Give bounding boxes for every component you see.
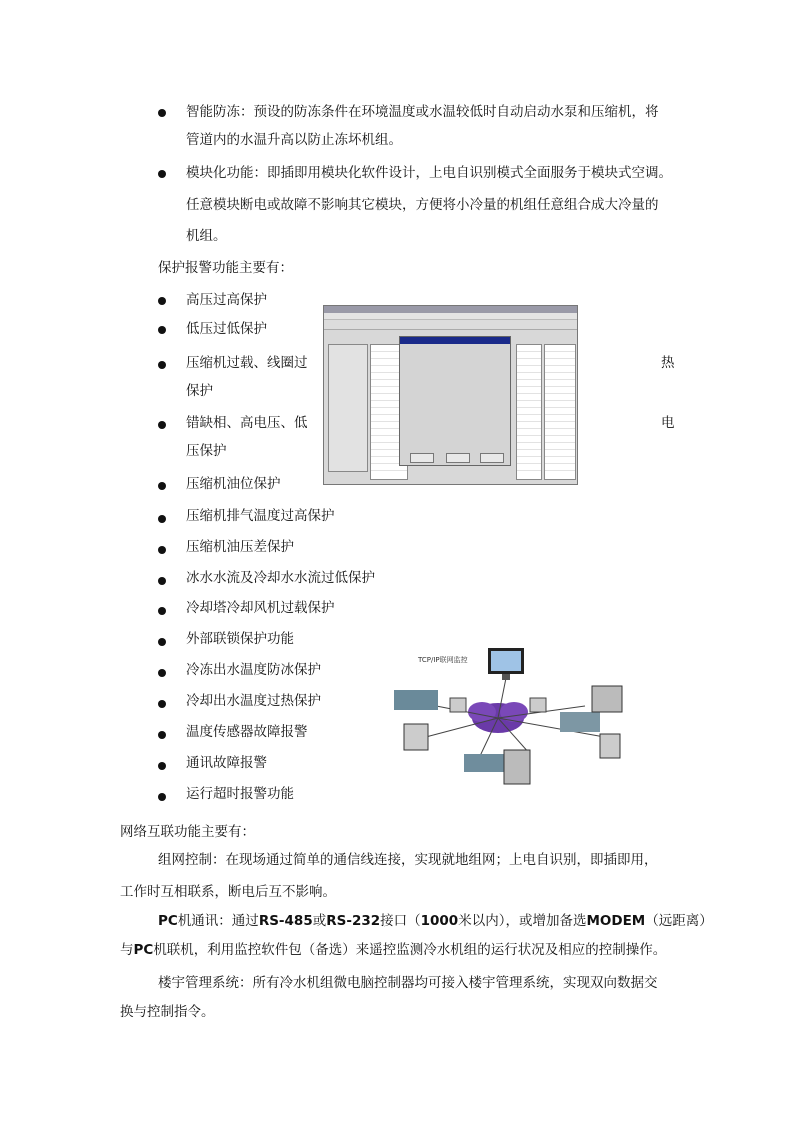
bullet-marker [158,421,166,429]
network-diagram-figure [380,642,670,798]
controller-panel-icon [530,698,546,712]
controller-panel-icon [404,724,428,750]
protection-item-12: 冷却出水温度过热保护 [186,693,321,709]
paragraph-antifreeze-line1: 智能防冻：预设的防冻条件在环境温度或水温较低时自动启动水泵和压缩机，将 [186,104,659,120]
paragraph-modular-line1: 模块化功能：即插即用模块化软件设计，上电自识别模式全面服务于模块式空调。 [186,165,672,181]
protection-item-11: 冷冻出水温度防冰保护 [186,662,321,678]
network-cloud-icon [468,702,496,722]
figure-menubar [324,313,577,320]
figure-dialog-button [446,453,470,463]
protection-item-6: 压缩机排气温度过高保护 [186,508,335,524]
protection-item-13: 温度传感器故障报警 [186,724,308,740]
protection-item-14: 通讯故障报警 [186,755,267,771]
figure-dialog [399,336,511,466]
protection-item-4-tail: 电 [661,415,675,431]
bullet-marker [158,326,166,334]
bullet-marker [158,638,166,646]
protection-item-1: 高压过高保护 [186,292,267,308]
protection-item-2: 低压过低保护 [186,321,267,337]
bms-paragraph-line1: 楼宇管理系统：所有冷水机组微电脑控制器均可接入楼宇管理系统，实现双向数据交 [158,975,658,991]
bullet-marker [158,700,166,708]
text-run: 机通讯：通过 [177,913,259,929]
text-run: 接口（ [380,913,421,929]
controller-panel-icon [600,734,620,758]
figure-titlebar [324,306,577,313]
rs485-term: RS-485 [258,913,313,929]
protection-item-3-part1: 压缩机过载、线圈过 [186,355,308,371]
protection-item-10: 外部联锁保护功能 [186,631,294,647]
chiller-unit-icon [394,690,438,710]
bms-paragraph-line2: 换与控制指令。 [120,1004,215,1020]
bullet-marker [158,546,166,554]
network-paragraph-line2: 工作时互相联系，断电后互不影响。 [120,884,336,900]
figure-left-panel [328,344,368,472]
pc-paragraph-line1 [158,912,713,930]
bullet-marker [158,731,166,739]
monitor-screen [491,651,521,671]
protection-item-4-part2: 压保护 [186,443,227,459]
bullet-marker [158,577,166,585]
text-run: 与 [120,942,134,958]
network-diagram-title: TCP/IP联网监控 [418,656,468,664]
text-run: 或 [312,913,327,929]
figure-log-panel [544,344,576,480]
bullet-marker [158,515,166,523]
protection-item-3-part2: 保护 [186,383,213,399]
protection-item-15: 运行超时报警功能 [186,786,294,802]
pc-term: PC [158,913,178,929]
pc-paragraph-line2 [120,941,666,959]
network-paragraph-line1: 组网控制：在现场通过简单的通信线连接，实现就地组网；上电自识别，即插即用， [158,852,658,868]
figure-list-panel [516,344,542,480]
bullet-marker [158,482,166,490]
bullet-marker [158,793,166,801]
figure-dialog-button [410,453,434,463]
bullet-marker [158,170,166,178]
protection-item-9: 冷却塔冷却风机过载保护 [186,600,335,616]
text-run: 米以内），或增加备选 [458,913,587,929]
paragraph-antifreeze-line2: 管道内的水温升高以防止冻坏机组。 [186,132,402,148]
rs232-term: RS-232 [326,913,381,929]
figure-toolbar [324,320,577,330]
protection-item-3-tail: 热 [661,355,675,371]
bullet-marker [158,762,166,770]
chiller-unit-icon [464,754,504,772]
figure-dialog-caption [400,337,510,344]
modem-term: MODEM [586,913,646,929]
controller-panel-icon [504,750,530,784]
distance-value: 1000 [420,913,459,929]
pc-term: PC [133,942,154,958]
controller-panel-icon [450,698,466,712]
protection-item-5: 压缩机油位保护 [186,476,281,492]
protection-item-4-part1: 错缺相、高电压、低 [186,415,308,431]
bullet-marker [158,361,166,369]
software-screenshot-figure [323,305,578,485]
protection-item-7: 压缩机油压差保护 [186,539,294,555]
chiller-unit-icon [560,712,600,732]
protection-heading: 保护报警功能主要有： [158,260,293,276]
protection-item-8: 冰水水流及冷却水水流过低保护 [186,570,375,586]
bullet-marker [158,109,166,117]
controller-panel-icon [592,686,622,712]
paragraph-modular-line2: 任意模块断电或故障不影响其它模块，方便将小冷量的机组任意组合成大冷量的 [186,197,659,213]
bullet-marker [158,297,166,305]
network-heading: 网络互联功能主要有： [120,824,255,840]
text-run: （远距离） [645,913,713,929]
figure-dialog-button [480,453,504,463]
paragraph-modular-line3: 机组。 [186,228,227,244]
bullet-marker [158,607,166,615]
text-run: 机联机，利用监控软件包（备选）来遥控监测冷水机组的运行状况及相应的控制操作。 [153,942,667,958]
bullet-marker [158,669,166,677]
monitor-stand [502,674,510,680]
